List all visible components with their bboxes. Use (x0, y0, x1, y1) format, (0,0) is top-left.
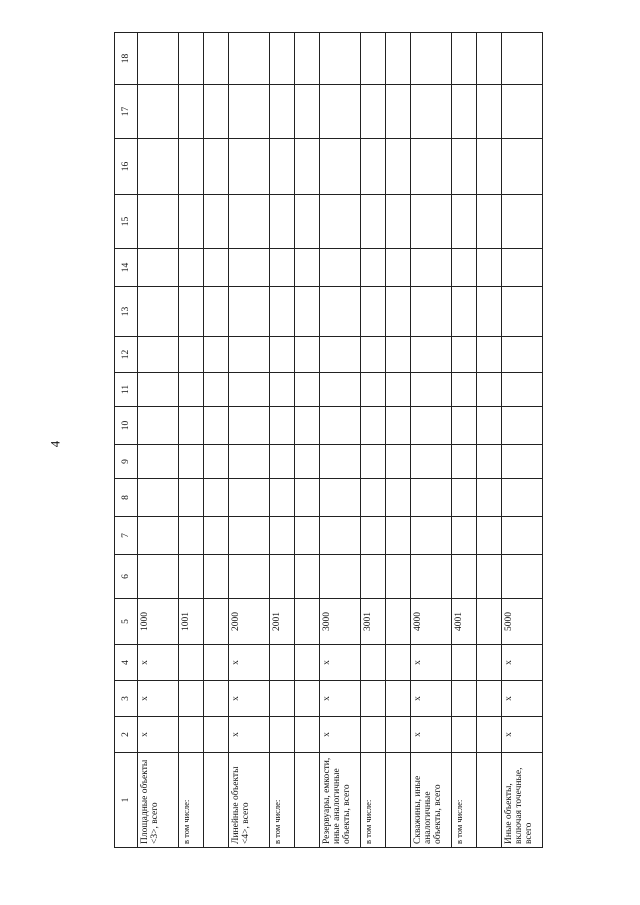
empty-cell (270, 287, 295, 337)
empty-cell (502, 373, 543, 407)
empty-cell (138, 479, 179, 517)
table-cell (361, 681, 386, 717)
row-label-cell (295, 753, 320, 848)
empty-cell (229, 373, 270, 407)
empty-cell (295, 85, 320, 139)
empty-cell (270, 85, 295, 139)
empty-cell (502, 287, 543, 337)
empty-cell (411, 479, 452, 517)
empty-cell (320, 407, 361, 445)
empty-cell (452, 373, 477, 407)
empty-cell (295, 517, 320, 555)
empty-cell (477, 373, 502, 407)
empty-cell (179, 517, 204, 555)
empty-cell (320, 287, 361, 337)
empty-cell (502, 517, 543, 555)
empty-cell (179, 445, 204, 479)
empty-cell (204, 337, 229, 373)
table-row (138, 33, 179, 848)
row-label-cell: в том числе: (452, 753, 477, 848)
empty-cell (138, 139, 179, 195)
empty-cell (502, 407, 543, 445)
table-cell (361, 645, 386, 681)
empty-cell (386, 85, 411, 139)
empty-cell (295, 555, 320, 599)
table-cell: 1000 (138, 599, 179, 645)
table-cell: х (320, 717, 361, 753)
empty-cell (411, 85, 452, 139)
empty-cell (320, 249, 361, 287)
row-label-cell: в том числе: (270, 753, 295, 848)
table-cell (179, 645, 204, 681)
row-label-cell: Резервуары, емкости, иные аналогичные объекты, всего (320, 753, 361, 848)
table-cell: х (138, 645, 179, 681)
empty-cell (320, 33, 361, 85)
table-cell (361, 717, 386, 753)
empty-cell (386, 479, 411, 517)
empty-cell (295, 479, 320, 517)
table-row (477, 33, 502, 848)
empty-cell (229, 139, 270, 195)
table-row (270, 33, 295, 848)
empty-cell (502, 337, 543, 373)
empty-cell (295, 139, 320, 195)
col-header: 9 (115, 445, 138, 479)
empty-cell (411, 139, 452, 195)
empty-cell (138, 85, 179, 139)
row-label-cell: Скважины, иные аналогичные объекты, всего (411, 753, 452, 848)
table-cell: 3001 (361, 599, 386, 645)
table-row (295, 33, 320, 848)
table-row (361, 33, 386, 848)
table-cell (386, 681, 411, 717)
empty-cell (204, 195, 229, 249)
empty-cell (411, 373, 452, 407)
table-cell (295, 599, 320, 645)
empty-cell (229, 33, 270, 85)
empty-cell (452, 85, 477, 139)
table-cell (270, 681, 295, 717)
table-cell (270, 717, 295, 753)
table-row (179, 33, 204, 848)
table-cell: х (320, 681, 361, 717)
rotated-table-wrapper (114, 48, 560, 848)
empty-cell (320, 85, 361, 139)
table-cell: х (502, 717, 543, 753)
empty-cell (502, 249, 543, 287)
empty-cell (502, 479, 543, 517)
table-row (502, 33, 543, 848)
table-row (411, 33, 452, 848)
col-header: 6 (115, 555, 138, 599)
empty-cell (295, 445, 320, 479)
empty-cell (386, 139, 411, 195)
empty-cell (179, 479, 204, 517)
empty-cell (361, 555, 386, 599)
empty-cell (411, 555, 452, 599)
data-table (114, 32, 543, 848)
table-cell (204, 645, 229, 681)
empty-cell (502, 195, 543, 249)
empty-cell (502, 445, 543, 479)
empty-cell (270, 373, 295, 407)
table-cell: 5000 (502, 599, 543, 645)
table-cell (270, 645, 295, 681)
col-header: 18 (115, 33, 138, 85)
empty-cell (229, 287, 270, 337)
empty-cell (138, 249, 179, 287)
empty-cell (361, 33, 386, 85)
table-cell (452, 717, 477, 753)
empty-cell (452, 479, 477, 517)
empty-cell (477, 337, 502, 373)
empty-cell (477, 445, 502, 479)
col-header: 5 (115, 599, 138, 645)
table-cell: х (411, 681, 452, 717)
table-cell (386, 645, 411, 681)
col-header: 1 (115, 753, 138, 848)
table-cell (477, 681, 502, 717)
empty-cell (452, 407, 477, 445)
table-cell: х (320, 645, 361, 681)
empty-cell (204, 479, 229, 517)
table-cell (295, 645, 320, 681)
empty-cell (477, 555, 502, 599)
empty-cell (452, 287, 477, 337)
empty-cell (320, 445, 361, 479)
empty-cell (361, 195, 386, 249)
empty-cell (320, 139, 361, 195)
empty-cell (138, 445, 179, 479)
empty-cell (179, 195, 204, 249)
empty-cell (452, 139, 477, 195)
empty-cell (502, 85, 543, 139)
table-cell (452, 645, 477, 681)
empty-cell (386, 407, 411, 445)
empty-cell (477, 407, 502, 445)
row-label-cell: в том числе: (361, 753, 386, 848)
table-cell (295, 681, 320, 717)
empty-cell (138, 407, 179, 445)
empty-cell (320, 373, 361, 407)
col-header: 8 (115, 479, 138, 517)
empty-cell (386, 287, 411, 337)
empty-cell (411, 287, 452, 337)
page-number: 4 (47, 440, 63, 448)
empty-cell (179, 85, 204, 139)
empty-cell (386, 445, 411, 479)
table-body (138, 33, 543, 848)
col-header: 2 (115, 717, 138, 753)
empty-cell (452, 195, 477, 249)
empty-cell (138, 337, 179, 373)
empty-cell (452, 337, 477, 373)
table-cell (386, 717, 411, 753)
col-header: 12 (115, 337, 138, 373)
col-header: 14 (115, 249, 138, 287)
empty-cell (386, 555, 411, 599)
empty-cell (270, 139, 295, 195)
empty-cell (204, 33, 229, 85)
empty-cell (361, 249, 386, 287)
col-header: 15 (115, 195, 138, 249)
empty-cell (411, 407, 452, 445)
empty-cell (295, 337, 320, 373)
empty-cell (361, 517, 386, 555)
table-cell: х (138, 717, 179, 753)
col-header: 3 (115, 681, 138, 717)
table-cell (204, 681, 229, 717)
empty-cell (270, 445, 295, 479)
table-cell: х (229, 717, 270, 753)
table-cell: х (411, 717, 452, 753)
empty-cell (452, 555, 477, 599)
empty-cell (320, 337, 361, 373)
empty-cell (179, 33, 204, 85)
col-header: 11 (115, 373, 138, 407)
empty-cell (204, 373, 229, 407)
empty-cell (179, 287, 204, 337)
empty-cell (477, 479, 502, 517)
empty-cell (138, 195, 179, 249)
empty-cell (295, 195, 320, 249)
row-label-cell (386, 753, 411, 848)
empty-cell (477, 249, 502, 287)
empty-cell (204, 139, 229, 195)
table-cell (386, 599, 411, 645)
col-header: 16 (115, 139, 138, 195)
empty-cell (411, 33, 452, 85)
empty-cell (452, 33, 477, 85)
empty-cell (411, 195, 452, 249)
empty-cell (229, 85, 270, 139)
row-label-cell (204, 753, 229, 848)
empty-cell (386, 517, 411, 555)
empty-cell (502, 139, 543, 195)
empty-cell (204, 249, 229, 287)
table-cell: 4001 (452, 599, 477, 645)
col-header: 7 (115, 517, 138, 555)
empty-cell (452, 517, 477, 555)
empty-cell (179, 139, 204, 195)
empty-cell (320, 517, 361, 555)
table-cell: х (138, 681, 179, 717)
empty-cell (270, 517, 295, 555)
empty-cell (411, 445, 452, 479)
empty-cell (477, 33, 502, 85)
empty-cell (361, 445, 386, 479)
table-cell: 2001 (270, 599, 295, 645)
empty-cell (361, 479, 386, 517)
empty-cell (229, 517, 270, 555)
table-cell (295, 717, 320, 753)
empty-cell (361, 337, 386, 373)
empty-cell (204, 85, 229, 139)
empty-cell (411, 249, 452, 287)
header-row (115, 33, 138, 848)
empty-cell (204, 445, 229, 479)
empty-cell (295, 33, 320, 85)
table-cell (204, 717, 229, 753)
empty-cell (179, 555, 204, 599)
empty-cell (386, 249, 411, 287)
table-cell: х (502, 645, 543, 681)
empty-cell (477, 85, 502, 139)
empty-cell (320, 479, 361, 517)
empty-cell (270, 195, 295, 249)
table-stage (114, 48, 560, 848)
table-cell (179, 717, 204, 753)
empty-cell (361, 407, 386, 445)
empty-cell (179, 337, 204, 373)
empty-cell (270, 249, 295, 287)
row-label-cell: Иные объекты, включая точечные, всего (502, 753, 543, 848)
col-header: 13 (115, 287, 138, 337)
empty-cell (204, 517, 229, 555)
table-row (229, 33, 270, 848)
empty-cell (179, 249, 204, 287)
empty-cell (386, 373, 411, 407)
empty-cell (138, 555, 179, 599)
empty-cell (477, 287, 502, 337)
empty-cell (452, 445, 477, 479)
table-cell (452, 681, 477, 717)
empty-cell (386, 337, 411, 373)
empty-cell (179, 407, 204, 445)
col-header: 10 (115, 407, 138, 445)
empty-cell (295, 407, 320, 445)
col-header: 17 (115, 85, 138, 139)
empty-cell (270, 33, 295, 85)
col-header: 4 (115, 645, 138, 681)
empty-cell (138, 517, 179, 555)
table-cell: 2000 (229, 599, 270, 645)
table-cell: 3000 (320, 599, 361, 645)
table-row (386, 33, 411, 848)
table-cell (477, 717, 502, 753)
table-cell: 1001 (179, 599, 204, 645)
empty-cell (270, 407, 295, 445)
empty-cell (229, 195, 270, 249)
empty-cell (179, 373, 204, 407)
empty-cell (502, 555, 543, 599)
empty-cell (229, 479, 270, 517)
empty-cell (204, 555, 229, 599)
table-cell (477, 645, 502, 681)
empty-cell (320, 555, 361, 599)
empty-cell (477, 517, 502, 555)
empty-cell (270, 337, 295, 373)
empty-cell (361, 85, 386, 139)
empty-cell (502, 33, 543, 85)
empty-cell (295, 249, 320, 287)
empty-cell (229, 249, 270, 287)
empty-cell (204, 407, 229, 445)
empty-cell (411, 517, 452, 555)
empty-cell (138, 33, 179, 85)
row-label-cell: Площадные объекты <3>, всего (138, 753, 179, 848)
table-cell: х (411, 645, 452, 681)
empty-cell (361, 373, 386, 407)
table-cell (204, 599, 229, 645)
empty-cell (386, 195, 411, 249)
row-label-cell: в том числе: (179, 753, 204, 848)
table-cell: х (229, 681, 270, 717)
row-label-cell: Линейные объекты <4>, всего (229, 753, 270, 848)
empty-cell (270, 555, 295, 599)
empty-cell (320, 195, 361, 249)
table-cell (477, 599, 502, 645)
empty-cell (452, 249, 477, 287)
table-row (204, 33, 229, 848)
empty-cell (229, 555, 270, 599)
empty-cell (204, 287, 229, 337)
table-cell (179, 681, 204, 717)
empty-cell (295, 373, 320, 407)
empty-cell (477, 139, 502, 195)
empty-cell (361, 139, 386, 195)
empty-cell (411, 337, 452, 373)
empty-cell (386, 33, 411, 85)
empty-cell (295, 287, 320, 337)
table-row (320, 33, 361, 848)
empty-cell (361, 287, 386, 337)
table-row (452, 33, 477, 848)
empty-cell (229, 337, 270, 373)
empty-cell (270, 479, 295, 517)
table-cell: х (502, 681, 543, 717)
empty-cell (138, 373, 179, 407)
empty-cell (229, 407, 270, 445)
row-label-cell (477, 753, 502, 848)
table-cell: х (229, 645, 270, 681)
empty-cell (477, 195, 502, 249)
empty-cell (229, 445, 270, 479)
empty-cell (138, 287, 179, 337)
table-cell: 4000 (411, 599, 452, 645)
